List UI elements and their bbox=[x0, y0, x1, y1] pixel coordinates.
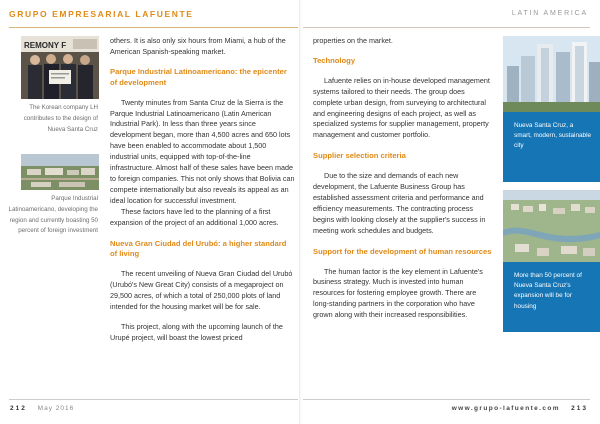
header-rule-left bbox=[9, 27, 298, 28]
page-spine bbox=[299, 0, 303, 424]
issue-date: May 2016 bbox=[37, 405, 75, 412]
col1-paragraph-0: others. It is also only six hours from Miami, a hub of the American Spanish-speaking market. bbox=[110, 36, 286, 56]
city-skyline-photo bbox=[503, 36, 600, 112]
page-number-right: 213 bbox=[571, 405, 588, 412]
col1-paragraph-2: These factors have led to the planning of a first expansion of the project of an additional 1,000 acres. bbox=[110, 206, 279, 227]
heading-human-resources: Support for the development of human resources bbox=[313, 246, 492, 256]
footer-rule-left bbox=[9, 399, 298, 400]
footer-right bbox=[452, 405, 588, 412]
heading-technology: Technology bbox=[313, 55, 356, 65]
header-left bbox=[9, 9, 299, 26]
highlight-box-1: Nueva Santa Cruz, a smart, modern, sustainable city bbox=[503, 112, 600, 182]
col2-paragraph-3: The human factor is the key element in Lafuente's business strategy. Much is invested into human resources for fostering employee growth. There are long-standing partners in the corporation who have grown along with their increased responsibilities. bbox=[313, 266, 483, 320]
page-number-left: 212 bbox=[10, 405, 27, 412]
header-rule-right bbox=[303, 27, 590, 28]
urban-development-photo bbox=[503, 190, 600, 262]
col1-paragraph-3: The recent unveiling of Nueva Gran Ciudad del Urubó (Urubó's New Great City) consists of a megaproject on 29,500 acres, of which a total of 250,000 plots of land intended for the housing market will be for sale. bbox=[110, 269, 293, 312]
ceremony-illustration bbox=[21, 36, 99, 99]
photo1-caption: The Korean company LH contributes to the design of Nueva Santa Cruz bbox=[23, 104, 98, 133]
svg-text:REMONY F: REMONY F bbox=[24, 41, 67, 50]
photo2-caption: Parque Industrial Latinoamericano, developing the region and currently boasting 50 percent of foreign investment bbox=[8, 195, 98, 235]
brand-title: GRUPO EMPRESARIAL LAFUENTE bbox=[9, 9, 194, 19]
heading-industrial-park: Parque Industrial Latinoamericano: the epicenter of development bbox=[110, 66, 287, 87]
industrial-park-illustration bbox=[21, 154, 99, 190]
heading-urubo: Nueva Gran Ciudad del Urubó: a higher standard of living bbox=[110, 238, 287, 259]
heading-supplier-criteria: Supplier selection criteria bbox=[313, 151, 406, 161]
urban-development-illustration bbox=[503, 190, 600, 262]
website-url[interactable]: www.grupo-lafuente.com bbox=[451, 405, 560, 412]
col1-paragraph-1: Twenty minutes from Santa Cruz de la Sierra is the Parque Industrial Latinoamericano (Latin American Industrial Park). In less than three years since development began, more than 4,500 acres and 650 lots have been enabled to accommodate about 1,500 industrial units, equipped with top-of-the-line infrastructure. Almost half of these sales have been made to foreign companies. This not only shows that Bolivia can compete internationally but also reveals its appeal as an ideal location for successful investment. bbox=[110, 97, 295, 205]
section-label: LATIN AMERICA bbox=[511, 10, 588, 17]
city-skyline-illustration bbox=[503, 36, 600, 112]
footer-left bbox=[10, 405, 74, 412]
ceremony-photo bbox=[21, 36, 99, 99]
col2-paragraph-2: Due to the size and demands of each new development, the Lafuente Business Group has established assessment criteria and performance and efficiency measurements. The contracting process begins with looking closely at the supplier's success in meeting work schedules and budgets. bbox=[313, 171, 486, 235]
col1-paragraph-4: This project, along with the upcoming launch of the Urupé project, will boast the lowest priced bbox=[110, 321, 283, 342]
col2-paragraph-1: Lafuente relies on in-house developed management systems tailored to their needs. The group does complete urban design, from surveying to architectural and engineering designs of each project, as well as specialized systems for supplier management, property management and customer portfolio. bbox=[313, 75, 490, 140]
article-column-2 bbox=[313, 36, 493, 321]
industrial-park-photo bbox=[21, 154, 99, 190]
footer-rule-right bbox=[303, 399, 590, 400]
highlight-box-2: More than 50 percent of Nueva Santa Cruz's expansion will be for housing bbox=[503, 262, 600, 332]
article-column-1 bbox=[110, 36, 295, 344]
col2-paragraph-0: properties on the market. bbox=[313, 36, 393, 45]
